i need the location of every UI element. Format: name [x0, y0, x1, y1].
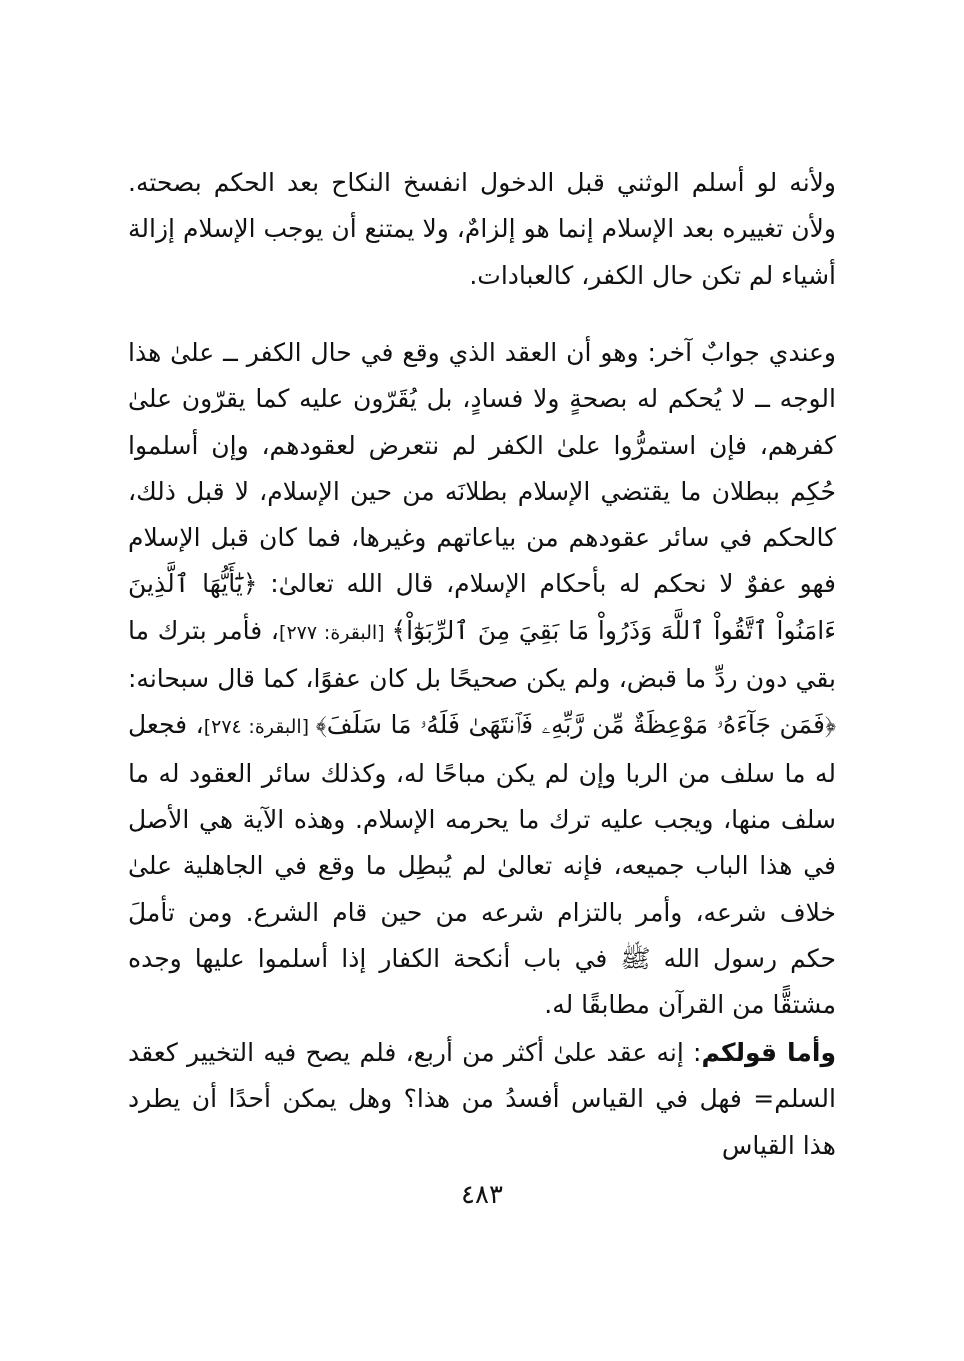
paragraph-1 [128, 160, 836, 299]
paragraph-2 [128, 330, 836, 1028]
paragraph-2-intro: وعندي جوابٌ آخر: وهو أن العقد الذي وقع في حال الكفر ــ علىٰ هذا الوجه ــ لا يُحكم له بصحةٍ ولا فسادٍ، بل يُقَرّون عليه كما يقرّون علىٰ كفرهم، فإن استمرُّوا علىٰ الكفر لم نتعرض لعقودهم، وإن أسلموا حُكِم ببطلان ما يقتضي الإسلام بطلانَه من حين الإسلام، لا قبل ذلك، كالحكم في سائر عقودهم من بياعاتهم وغيرها، فما كان قبل الإسلام فهو عفوٌ لا نحكم له بأحكام الإسلام، قال الله تعالىٰ: [128, 338, 836, 599]
verse-reference-1: [البقرة: ٢٧٧] [279, 621, 392, 644]
page-number: ٤٨٣ [461, 1180, 503, 1210]
quran-verse-1: ﴿يَٰٓأَيُّهَا ٱلَّذِينَ ءَامَنُواْ ٱتَّقُواْ ٱللَّهَ وَذَرُواْ مَا بَقِيَ مِنَ ٱلرِّبَوٰٓاْ﴾ [128, 569, 836, 645]
paragraph-3-body: : إنه عقد علىٰ أكثر من أربع، فلم يصح فيه التخيير كعقد السلم= فهل في القياس أفسدُ من هذا؟ وهل يمكن أحدًا أن يطرد هذا القياس [128, 1038, 836, 1160]
paragraph-2-middle: ، فأمر بترك ما بقي دون ردِّ ما قبض، ولم يكن صحيحًا بل كان عفوًا، كما قال سبحانه: [128, 615, 836, 694]
paragraph-2-end: ، فجعل له ما سلف من الربا وإن لم يكن مباحًا له، وكذلك سائر العقود له ما سلف منها، ويجب عليه ترك ما يحرمه الإسلام. وهذه الآية هي الأصل في هذا الباب جميعه، فإنه تعالىٰ لم يُبطِل ما وقع في الجاهلية علىٰ خلاف شرعه، وأمر بالتزام شرعه من حين قام الشرع. ومن تأملَ حكم رسول الله ﷺ في باب أنكحة الكفار إذا أسلموا عليها وجده مشتقًّا من القرآن مطابقًا له. [128, 710, 836, 1020]
quran-verse-2: ﴿فَمَن جَآءَهُۥ مَوْعِظَةٌ مِّن رَّبِّهِۦ فَٱنتَهَىٰ فَلَهُۥ مَا سَلَفَ﴾ [315, 710, 836, 740]
paragraph-3-lead: وأما قولكم [701, 1038, 836, 1067]
paragraph-3-text [128, 1030, 836, 1169]
paragraph-2-text [128, 330, 836, 1028]
paragraph-1-text: ولأنه لو أسلم الوثني قبل الدخول انفسخ النكاح بعد الحكم بصحته. ولأن تغييره بعد الإسلام إنما هو إلزامٌ، ولا يمتنع أن يوجب الإسلام إزالة أشياء لم تكن حال الكفر، كالعبادات. [128, 168, 836, 290]
paragraph-3 [128, 1030, 836, 1169]
verse-reference-2: [البقرة: ٢٧٤] [203, 716, 316, 739]
